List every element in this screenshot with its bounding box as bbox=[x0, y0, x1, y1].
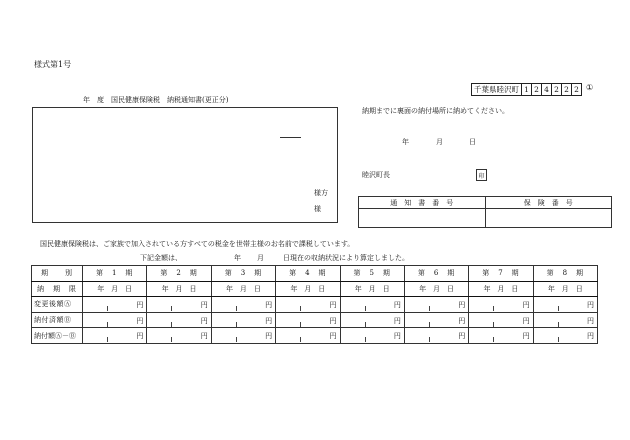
address-underline bbox=[280, 137, 301, 138]
period-cell: 第 5 期 bbox=[340, 266, 404, 282]
amount-cell bbox=[404, 297, 468, 313]
date-year-label: 年 bbox=[402, 138, 409, 146]
seal-box bbox=[476, 169, 487, 181]
amount-cell bbox=[211, 312, 275, 328]
amount-cell bbox=[83, 328, 147, 344]
amount-cell bbox=[211, 297, 275, 313]
amount-cell bbox=[276, 297, 340, 313]
yen-mark: 円 bbox=[200, 332, 208, 341]
yen-mark: 円 bbox=[136, 301, 144, 310]
yen-mark: 円 bbox=[458, 332, 466, 341]
explanation-line-2-prefix: 下記金額は、 bbox=[140, 254, 182, 262]
yen-mark: 円 bbox=[458, 316, 466, 325]
yen-mark: 円 bbox=[329, 332, 337, 341]
period-cell: 第 4 期 bbox=[276, 266, 340, 282]
period-row bbox=[32, 266, 598, 282]
recipient-address-box bbox=[32, 107, 338, 223]
row-label-amount-after-change: 変更後額Ⓐ bbox=[32, 297, 83, 313]
form-number: 様式第1号 bbox=[34, 60, 72, 69]
number-table bbox=[358, 196, 612, 228]
amount-cell bbox=[340, 328, 404, 344]
amount-cell bbox=[83, 312, 147, 328]
yen-mark: 円 bbox=[522, 301, 530, 310]
municipality-code-box bbox=[471, 83, 582, 96]
amount-due-row bbox=[32, 328, 598, 344]
yen-mark: 円 bbox=[522, 332, 530, 341]
due-date-header: 納 期 限 bbox=[32, 281, 83, 297]
notice-number-header: 通 知 書 番 号 bbox=[359, 197, 486, 209]
code-digit: 2 bbox=[552, 84, 562, 95]
period-cell: 第 1 期 bbox=[83, 266, 147, 282]
amount-cell bbox=[533, 297, 597, 313]
seal-char: 印 bbox=[478, 172, 485, 180]
yen-mark: 円 bbox=[265, 301, 273, 310]
row-label-amount-paid: 納付済額Ⓑ bbox=[32, 312, 83, 328]
due-date-row bbox=[32, 281, 598, 297]
form-title: 年 度 国民健康保険税 納税通知書(更正分) bbox=[83, 96, 229, 104]
period-cell: 第 6 期 bbox=[404, 266, 468, 282]
installment-table bbox=[31, 265, 598, 344]
due-date-cell: 年 月 日 bbox=[533, 281, 597, 297]
due-date-cell: 年 月 日 bbox=[340, 281, 404, 297]
period-cell: 第 2 期 bbox=[147, 266, 211, 282]
code-digit: 1 bbox=[522, 84, 532, 95]
amount-paid-row bbox=[32, 312, 598, 328]
due-date-cell: 年 月 日 bbox=[211, 281, 275, 297]
amount-cell bbox=[469, 328, 533, 344]
recipient-suffix: 様方 bbox=[314, 189, 328, 197]
yen-mark: 円 bbox=[393, 316, 401, 325]
due-date-cell: 年 月 日 bbox=[83, 281, 147, 297]
amount-after-change-row bbox=[32, 297, 598, 313]
amount-cell bbox=[83, 297, 147, 313]
amount-cell bbox=[533, 328, 597, 344]
yen-mark: 円 bbox=[136, 316, 144, 325]
yen-mark: 円 bbox=[329, 301, 337, 310]
yen-mark: 円 bbox=[587, 332, 594, 341]
code-digit: 4 bbox=[542, 84, 552, 95]
amount-cell bbox=[147, 312, 211, 328]
yen-mark: 円 bbox=[587, 301, 594, 310]
explanation-line-2-year: 年 bbox=[234, 254, 241, 262]
amount-cell bbox=[211, 328, 275, 344]
amount-cell bbox=[340, 297, 404, 313]
mayor-title: 睦沢町長 bbox=[362, 171, 390, 179]
yen-mark: 円 bbox=[393, 301, 401, 310]
circle-mark: ① bbox=[586, 83, 594, 92]
yen-mark: 円 bbox=[200, 316, 208, 325]
row-label-amount-due: 納付額Ⓐ－Ⓑ bbox=[32, 328, 83, 344]
amount-cell bbox=[340, 312, 404, 328]
payment-instruction: 納期までに裏面の納付場所に納めてください。 bbox=[362, 107, 509, 115]
yen-mark: 円 bbox=[265, 332, 273, 341]
yen-mark: 円 bbox=[329, 316, 337, 325]
amount-cell bbox=[533, 312, 597, 328]
amount-cell bbox=[469, 312, 533, 328]
notice-number-value bbox=[359, 209, 486, 228]
period-header: 期 別 bbox=[32, 266, 83, 282]
due-date-cell: 年 月 日 bbox=[404, 281, 468, 297]
due-date-cell: 年 月 日 bbox=[147, 281, 211, 297]
due-date-cell: 年 月 日 bbox=[469, 281, 533, 297]
yen-mark: 円 bbox=[265, 316, 273, 325]
amount-cell bbox=[404, 328, 468, 344]
code-digit: 2 bbox=[532, 84, 542, 95]
yen-mark: 円 bbox=[522, 316, 530, 325]
amount-cell bbox=[147, 297, 211, 313]
explanation-line-2-month: 月 bbox=[257, 254, 264, 262]
due-date-cell: 年 月 日 bbox=[276, 281, 340, 297]
insurance-number-value bbox=[485, 209, 612, 228]
amount-cell bbox=[469, 297, 533, 313]
yen-mark: 円 bbox=[458, 301, 466, 310]
municipality-name: 千葉県睦沢町 bbox=[472, 84, 522, 95]
yen-mark: 円 bbox=[393, 332, 401, 341]
period-cell: 第 8 期 bbox=[533, 266, 597, 282]
yen-mark: 円 bbox=[136, 332, 144, 341]
yen-mark: 円 bbox=[587, 316, 594, 325]
date-month-label: 月 bbox=[436, 138, 443, 146]
yen-mark: 円 bbox=[200, 301, 208, 310]
insurance-number-header: 保 険 番 号 bbox=[485, 197, 612, 209]
code-digit: 2 bbox=[562, 84, 572, 95]
amount-cell bbox=[276, 312, 340, 328]
code-digit: 2 bbox=[574, 85, 579, 94]
explanation-line-2-suffix: 日現在の収納状況により算定しました。 bbox=[283, 254, 409, 262]
recipient-honorific: 様 bbox=[314, 205, 321, 213]
date-day-label: 日 bbox=[469, 138, 476, 146]
amount-cell bbox=[404, 312, 468, 328]
amount-cell bbox=[147, 328, 211, 344]
period-cell: 第 3 期 bbox=[211, 266, 275, 282]
period-cell: 第 7 期 bbox=[469, 266, 533, 282]
explanation-line-1: 国民健康保険税は、ご家族で加入されている方すべての税金を世帯主様のお名前で課税しています。 bbox=[40, 240, 355, 248]
amount-cell bbox=[276, 328, 340, 344]
